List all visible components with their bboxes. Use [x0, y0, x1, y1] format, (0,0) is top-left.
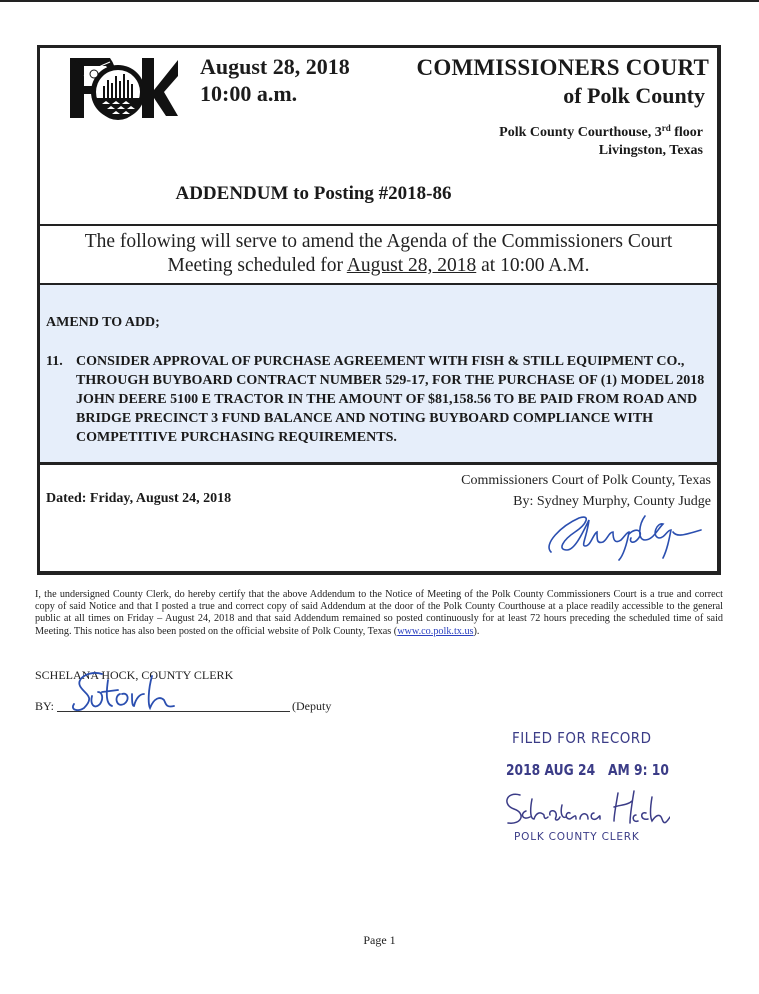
by-label: BY: [35, 699, 54, 713]
stamp-clerk-title: POLK COUNTY CLERK [514, 831, 640, 843]
signing-organization: Commissioners Court of Polk County, Texas [461, 473, 711, 488]
intro-prefix: Meeting scheduled for [167, 255, 347, 276]
notice-header [40, 48, 717, 226]
address-suffix: floor [670, 125, 703, 140]
intro-meeting-date: August 28, 2018 [346, 255, 477, 276]
deputy-signature-icon [62, 670, 182, 715]
court-subtitle: of Polk County [563, 83, 705, 108]
notice-frame [37, 45, 721, 575]
meeting-date: August 28, 2018 [200, 54, 350, 79]
filed-for-record-stamp [500, 725, 680, 855]
address-line-2: Livingston, Texas [598, 143, 703, 158]
clerk-name: SCHELANA HOCK, COUNTY CLERK [35, 668, 234, 682]
address-ordinal: rd [661, 123, 671, 133]
signature-block [40, 468, 717, 574]
polk-county-logo-icon [70, 56, 180, 122]
agenda-item-text: CONSIDER APPROVAL OF PURCHASE AGREEMENT WITH FISH & STILL EQUIPMENT CO., THROUGH BUYBOARD CONTRACT NUMBER 529-17, FOR THE PURCHASE OF (1) MODEL 2018 JOHN DEERE 5100 E TRACTOR IN THE AMOUNT OF $81,158.56 TO BE PAID FROM ROAD AND BRIDGE PRECINCT 3 FUND BALANCE AND NOTING BUYBOARD COMPLIANCE WITH COMPETITIVE PURCHASING REQUIREMENTS. [76, 354, 705, 445]
page-top-rule [0, 0, 759, 2]
intro-suffix: at 10:00 A.M. [476, 255, 590, 276]
county-website-link[interactable]: www.co.polk.tx.us [397, 625, 474, 637]
intro-line-1: The following will serve to amend the Agenda of the Commissioners Court [84, 231, 673, 252]
stamp-filed-datetime: 2018 AUG 24 AM 9: 10 [506, 761, 669, 779]
addendum-title: ADDENDUM to Posting #2018-86 [175, 183, 452, 204]
clerk-stamp-signature-icon [500, 787, 670, 837]
agenda-item-number: 11. [46, 354, 63, 369]
signed-by: By: Sydney Murphy, County Judge [513, 494, 711, 509]
amendment-section [40, 285, 717, 465]
amendment-heading: AMEND TO ADD; [46, 315, 160, 330]
certification-text: I, the undersigned County Clerk, do hereby certify that the above Addendum to the Notice of Meeting of the Polk County Commissioners Court is a true and correct copy of said Notice and that I posted a true and correct copy of said Addendum at the door of the Polk County Courthouse at a place readily accessible to the general public at all times on Friday – August 24, 2018 and that said Addendum remained so posted continuously for at least 72 hours preceding the scheduled time of said Meeting. This notice has also been posted on the official website of Polk County, Texas ( [35, 589, 723, 637]
stamp-filed-label: FILED FOR RECORD [512, 729, 652, 747]
court-title: COMMISSIONERS COURT [416, 55, 709, 80]
page-number: Page 1 [363, 933, 396, 947]
meeting-time: 10:00 a.m. [200, 81, 298, 106]
intro-statement [40, 226, 717, 285]
judge-signature-icon [541, 510, 711, 562]
certification-text-end: ). [473, 625, 480, 637]
intro-line-2 [40, 254, 717, 278]
dated-line: Dated: Friday, August 24, 2018 [46, 491, 232, 506]
deputy-label: (Deputy [292, 699, 332, 713]
address-line-1 [499, 124, 703, 142]
certification-paragraph [35, 589, 723, 638]
address-prefix: Polk County Courthouse, 3 [499, 125, 662, 140]
